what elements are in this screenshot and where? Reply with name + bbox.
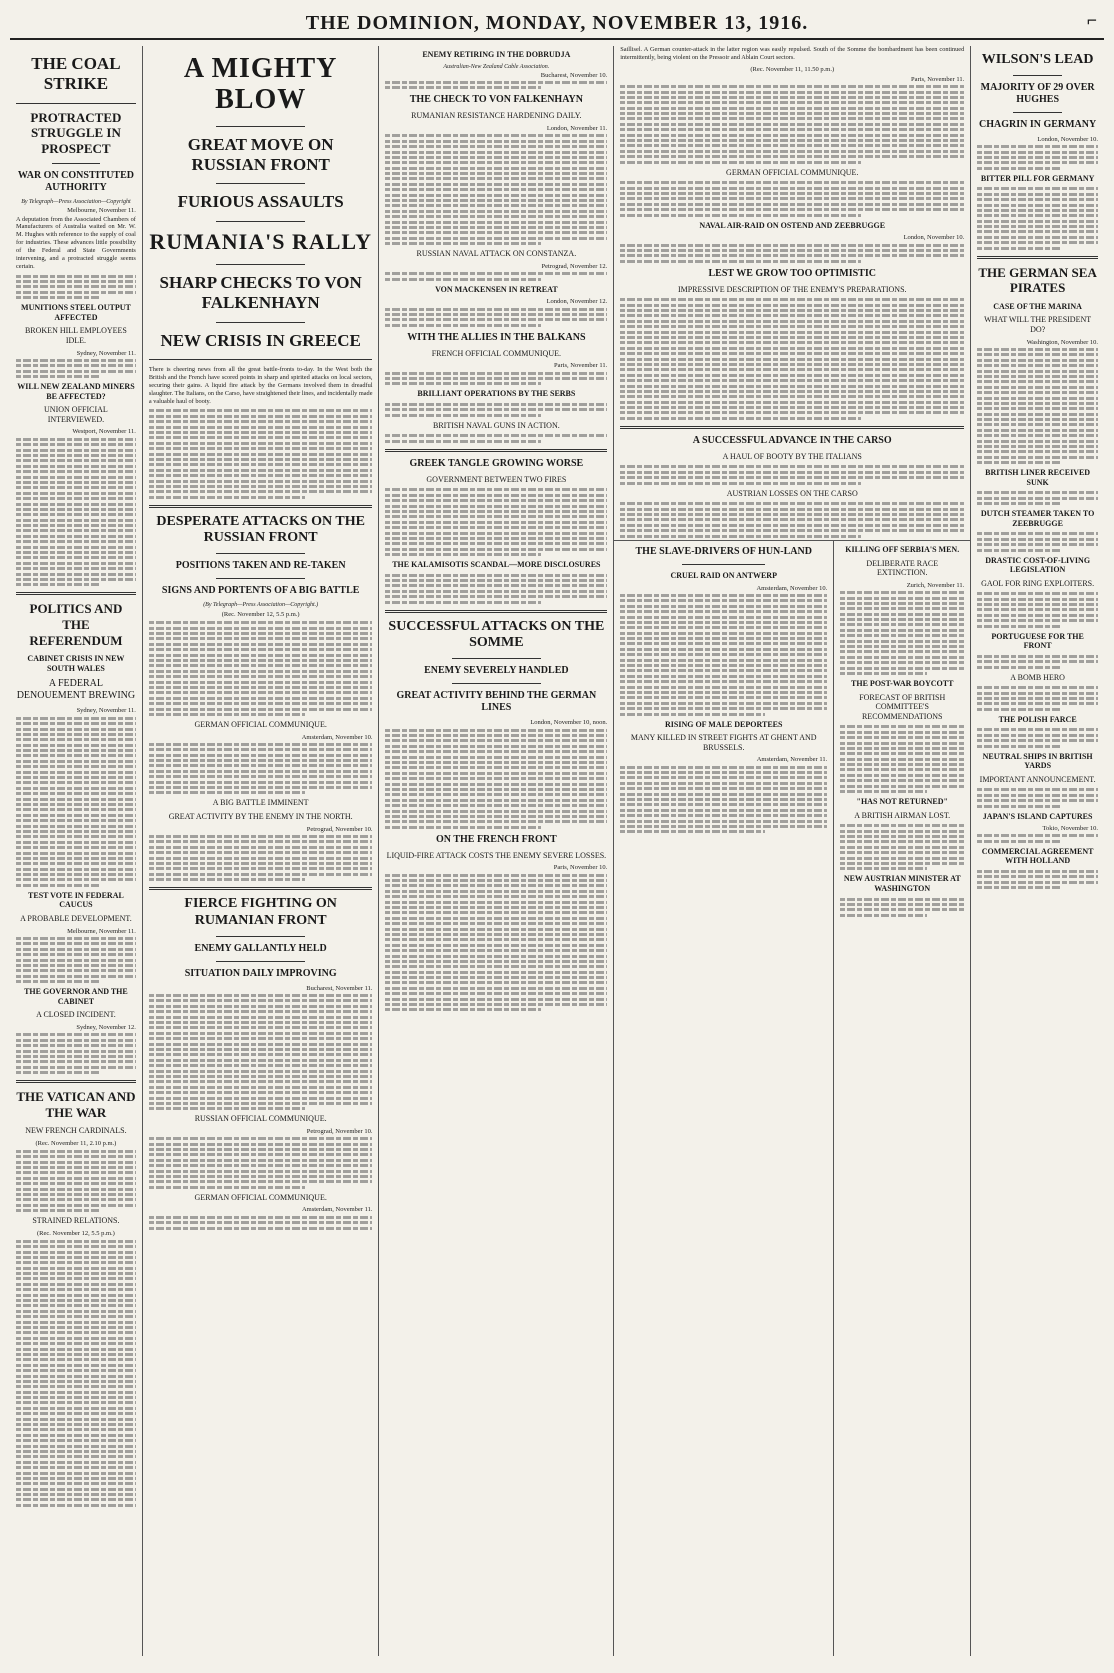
subheadline: A CLOSED INCIDENT. (36, 1010, 116, 1020)
article-text: There is cheering news from all the great battle-fronts to-day. In the West both the British and the French have scored points in sharp and spirited attacks on local sectors, securing their gains. A liquid fire attack by the Germans involved them in dreadful slaughter. The Italians, on the Carso, have straightened their lines, and incidentally made a valuable haul of booty. (148, 366, 373, 405)
dateline: Amsterdam, November 10. (756, 584, 828, 592)
column-4-5-top (614, 46, 970, 541)
received-line: (Rec. November 11, 11.50 p.m.) (750, 65, 835, 73)
subheadline: RUSSIAN OFFICIAL COMMUNIQUE. (194, 1114, 327, 1124)
headline: THE COAL STRIKE (31, 54, 121, 94)
received-line: (Rec. November 12, 5.5 p.m.) (37, 1229, 115, 1237)
subheadline: PROTRACTED STRUGGLE IN PROSPECT (30, 109, 122, 156)
dateline: Melbourne, November 11. (67, 927, 136, 935)
subheadline: POSITIONS TAKEN AND RE-TAKEN (175, 560, 346, 572)
dateline: Bucharest, November 10. (540, 71, 608, 79)
subheadline: A FEDERAL DENOUEMENT BREWING (16, 678, 136, 702)
subheadline: A BRITISH AIRMAN LOST. (854, 810, 951, 820)
subheadline: WILL NEW ZEALAND MINERS BE AFFECTED? (17, 382, 135, 401)
section-headline: SUCCESSFUL ATTACKS ON THE SOMME (388, 618, 605, 651)
dateline: Washington, November 10. (1026, 338, 1099, 346)
subheadline: ENEMY RETIRING IN THE DOBRUDJA (422, 50, 571, 59)
subheadline: CHAGRIN IN GERMANY (979, 118, 1097, 130)
subheadline: AUSTRIAN LOSSES ON THE CARSO (726, 488, 858, 498)
subheadline: GERMAN OFFICIAL COMMUNIQUE. (194, 719, 327, 729)
subheadline: WHAT WILL THE PRESIDENT DO? (984, 315, 1092, 335)
subheadline: GOVERNMENT BETWEEN TWO FIRES (426, 474, 567, 484)
subheadline: JAPAN'S ISLAND CAPTURES (982, 811, 1093, 821)
dateline: Westport, November 11. (72, 428, 136, 436)
dateline: London, November 10, noon. (530, 719, 608, 727)
subheadline: THE GOVERNOR AND THE CABINET (24, 987, 128, 1006)
subheadline: NEW FRENCH CARDINALS. (25, 1126, 127, 1136)
received-line: (Rec. November 12, 5.5 p.m.) (221, 611, 300, 619)
subheadline: GREAT ACTIVITY BY THE ENEMY IN THE NORTH. (168, 812, 353, 821)
subheadline: ON THE FRENCH FRONT (436, 833, 557, 845)
received-line: (Rec. November 11, 2.10 p.m.) (35, 1139, 117, 1147)
subheadline: RUSSIAN NAVAL ATTACK ON CONSTANZA. (416, 249, 577, 259)
corner-mark: ⌐ (1086, 10, 1098, 30)
column-2 (143, 46, 380, 1656)
subheadline: "HAS NOT RETURNED" (856, 797, 948, 807)
article-text: Saillisel. A German counter-attack in the latter region was easily repulsed. South of the Somme the bombardment has been continued intermittently, being violent on the Pressoir and Ablain Court sectors. (620, 46, 965, 61)
subheadline: BRITISH LINER RECEIVED SUNK (985, 468, 1091, 487)
subheadline: WITH THE ALLIES IN THE BALKANS (407, 331, 586, 343)
subheadline: CABINET CRISIS IN NEW SOUTH WALES (27, 654, 125, 673)
dateline: Amsterdam, November 11. (301, 1206, 373, 1214)
columns (10, 46, 1104, 1656)
column-3 (379, 46, 614, 1656)
subheadline: IMPRESSIVE DESCRIPTION OF THE ENEMY'S PREPARATIONS. (677, 284, 907, 294)
subheadline: A SUCCESSFUL ADVANCE IN THE CARSO (692, 434, 892, 446)
subheadline: A PROBABLE DEVELOPMENT. (20, 914, 132, 924)
subheadline: PORTUGUESE FOR THE FRONT (991, 631, 1084, 651)
dateline: London, November 12. (546, 298, 608, 306)
subheadline: CRUEL RAID ON ANTWERP (670, 570, 777, 580)
subheadline: A BOMB HERO (1010, 672, 1065, 682)
section-headline: THE GERMAN SEA PIRATES (978, 264, 1097, 296)
subheadline: FORECAST OF BRITISH COMMITTEE'S RECOMMENDATIONS (859, 692, 946, 721)
masthead-title: THE DOMINION, MONDAY, NOVEMBER 13, 1916. (305, 11, 809, 34)
dateline: Paris, November 11. (911, 75, 965, 83)
headline: WILSON'S LEAD (981, 52, 1094, 67)
subheadline: BROKEN HILL EMPLOYEES IDLE. (24, 326, 127, 345)
dateline: Paris, November 10. (553, 864, 608, 872)
subheadline: STRAINED RELATIONS. (32, 1216, 120, 1226)
subheadline: LEST WE GROW TOO OPTIMISTIC (708, 267, 876, 279)
article-text: A deputation from the Associated Chambers of Manufacturers of Australia waited on Mr. W. M. Hughes with reference to the supply of coal for industries. These advances little possibility of the Federal and State Governments intervening, and a protracted struggle seems certain. (16, 215, 136, 270)
subheadline: TEST VOTE IN FEDERAL CAUCUS (28, 890, 124, 910)
subheadline: THE SLAVE-DRIVERS OF HUN-LAND (635, 545, 812, 557)
subheadline: GREAT ACTIVITY BEHIND THE GERMAN LINES (396, 690, 597, 714)
subheadline: SIGNS AND PORTENTS OF A BIG BATTLE (161, 585, 360, 597)
subheadline: LIQUID-FIRE ATTACK COSTS THE ENEMY SEVERE LOSSES. (386, 850, 607, 860)
dateline: Amsterdam, November 11. (756, 756, 828, 764)
subheadline: BRITISH NAVAL GUNS IN ACTION. (432, 420, 560, 430)
column-6 (971, 46, 1104, 1656)
subheadline: DELIBERATE RACE EXTINCTION. (866, 558, 939, 578)
subheadline: NAVAL AIR-RAID ON OSTEND AND ZEEBRUGGE (699, 220, 886, 230)
subheadline: MAJORITY OF 29 OVER HUGHES (980, 81, 1095, 105)
dateline: Melbourne, November 11. (67, 206, 136, 214)
column-4-lower (614, 541, 834, 1656)
subheadline: NEW AUSTRIAN MINISTER AT WASHINGTON (843, 874, 961, 893)
subheadline: CASE OF THE MARINA (993, 301, 1082, 311)
dateline: Petrograd, November 12. (541, 262, 608, 270)
subheadline: THE POLISH FARCE (998, 714, 1077, 724)
masthead (10, 8, 1104, 40)
dateline: London, November 11. (546, 124, 608, 132)
subheadline: SITUATION DAILY IMPROVING (184, 967, 337, 979)
dateline: Paris, November 11. (554, 362, 608, 370)
column-4-5 (614, 46, 971, 1656)
subheadline: COMMERCIAL AGREEMENT WITH HOLLAND (981, 846, 1094, 866)
subheadline: WAR ON CONSTITUTED AUTHORITY (17, 169, 134, 193)
section-headline: DESPERATE ATTACKS ON THE RUSSIAN FRONT (156, 513, 365, 546)
subheadline: DUTCH STEAMER TAKEN TO ZEEBRUGGE (980, 509, 1095, 528)
subheadline: GAOL FOR RING EXPLOITERS. (981, 578, 1095, 588)
agency-line: (By Telegraph—Press Association—Copyright.) (203, 602, 319, 609)
subheadline: RUMANIAN RESISTANCE HARDENING DAILY. (411, 111, 582, 121)
subheadline: BITTER PILL FOR GERMANY (980, 173, 1095, 183)
section-headline: FIERCE FIGHTING ON RUMANIAN FRONT (184, 896, 337, 928)
section-headline: THE VATICAN AND THE WAR (16, 1089, 136, 1120)
column-4-5-bottom (614, 541, 970, 1656)
headline: SHARP CHECKS TO VON FALKENHAYN (159, 272, 362, 313)
subheadline: FRENCH OFFICIAL COMMUNIQUE. (431, 348, 561, 358)
subheadline: GERMAN OFFICIAL COMMUNIQUE. (726, 167, 859, 177)
headline: GREAT MOVE ON RUSSIAN FRONT (187, 134, 334, 174)
subheadline: VON MACKENSEN IN RETREAT (435, 284, 558, 294)
subheadline: NEUTRAL SHIPS IN BRITISH YARDS (982, 751, 1093, 771)
subheadline: IMPORTANT ANNOUNCEMENT. (979, 774, 1096, 784)
section-headline: POLITICS AND THE REFERENDUM (29, 601, 123, 648)
dateline: London, November 10. (1037, 135, 1099, 143)
subheadline: THE KALAMISOTIS SCANDAL—MORE DISCLOSURES (392, 560, 601, 570)
headline: A MIGHTY BLOW (183, 53, 338, 115)
subheadline: KILLING OFF SERBIA'S MEN. (845, 544, 960, 554)
column-1 (10, 46, 143, 1656)
dateline: Petrograd, November 10. (306, 825, 373, 833)
dateline: London, November 10. (903, 234, 965, 242)
subheadline: ENEMY GALLANTLY HELD (194, 942, 327, 954)
subheadline: UNION OFFICIAL INTERVIEWED. (44, 405, 108, 424)
subheadline: THE POST-WAR BOYCOTT (851, 678, 954, 688)
subheadline: BRILLIANT OPERATIONS BY THE SERBS (417, 389, 576, 399)
subheadline: GREEK TANGLE GROWING WORSE (409, 457, 584, 469)
subheadline: DRASTIC COST-OF-LIVING LEGISLATION (985, 555, 1091, 575)
dateline: Amsterdam, November 10. (301, 733, 373, 741)
subheadline: MUNITIONS STEEL OUTPUT AFFECTED (21, 303, 131, 322)
subheadline: GERMAN OFFICIAL COMMUNIQUE. (194, 1192, 327, 1202)
subheadline: A HAUL OF BOOTY BY THE ITALIANS (722, 451, 862, 461)
dateline: Petrograd, November 10. (306, 1127, 373, 1135)
subheadline: THE CHECK TO VON FALKENHAYN (409, 94, 583, 106)
agency-line: Australian-New Zealand Cable Association. (443, 63, 550, 70)
column-5-lower (834, 541, 970, 1656)
dateline: Sydney, November 12. (76, 1023, 136, 1031)
agency-line: By Telegraph—Press Association—Copyright (21, 198, 131, 205)
subheadline: MANY KILLED IN STREET FIGHTS AT GHENT AND BRUSSELS. (630, 733, 817, 752)
dateline: Bucharest, November 11. (306, 984, 373, 992)
dateline: Tokio, November 10. (1042, 825, 1099, 833)
dateline: Sydney, November 11. (76, 707, 136, 715)
subheadline: RISING OF MALE DEPORTEES (665, 719, 783, 729)
headline: NEW CRISIS IN GREECE (160, 330, 361, 350)
headline: RUMANIA'S RALLY (149, 228, 372, 254)
dateline: Zurich, November 11. (906, 581, 965, 589)
subheadline: A BIG BATTLE IMMINENT (212, 798, 309, 808)
subheadline: ENEMY SEVERELY HANDLED (424, 665, 569, 677)
headline: FURIOUS ASSAULTS (177, 192, 344, 212)
dateline: Sydney, November 11. (76, 349, 136, 357)
